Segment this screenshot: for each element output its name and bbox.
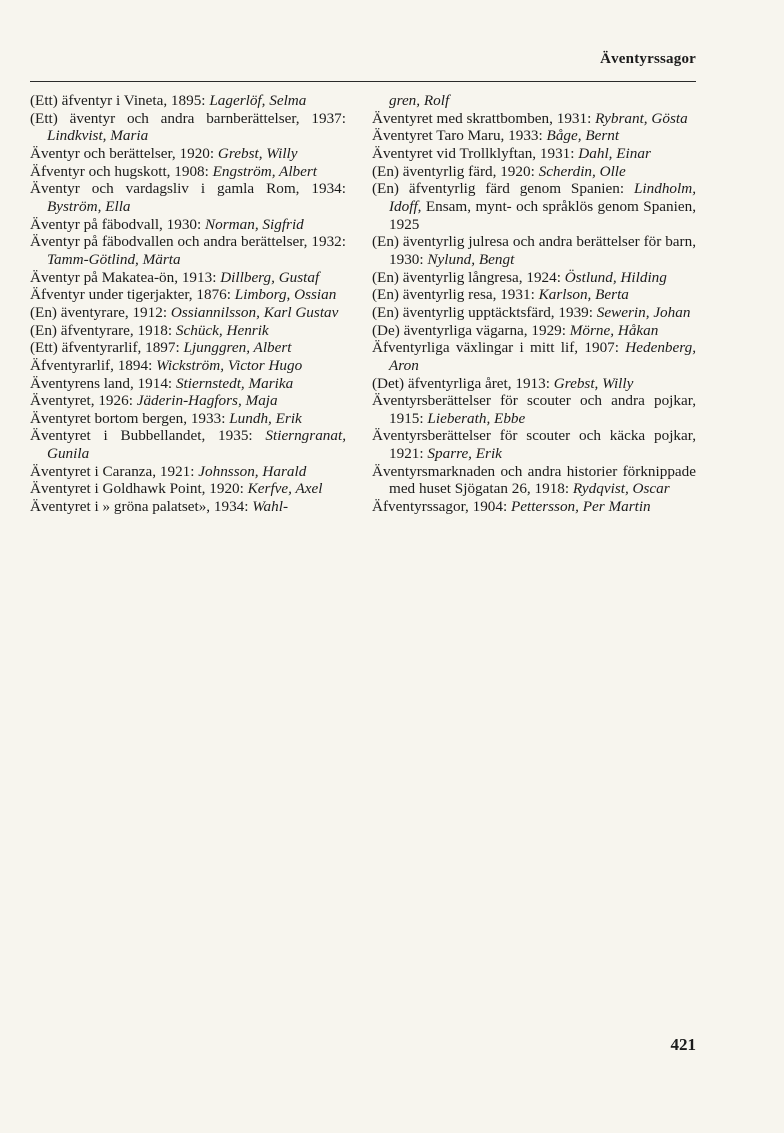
index-column-left [30, 92, 346, 516]
entry-title: (En) äventyrlig resa, 1931: [372, 286, 539, 304]
index-column-right [372, 92, 696, 516]
entry-title: (En) äventyrlig färd, 1920: [372, 162, 539, 180]
index-entry [30, 322, 346, 340]
index-entry [372, 163, 696, 181]
entry-title: (En) äfventyrare, 1918: [30, 321, 176, 339]
entry-author: Rybrant, Gösta [595, 109, 688, 127]
index-entry [372, 286, 696, 304]
index-entry [30, 392, 346, 410]
index-entry [372, 269, 696, 287]
entry-author: Lundh, Erik [229, 409, 302, 427]
entry-author: gren, Rolf [389, 92, 450, 109]
entry-author: Limborg, Ossian [234, 286, 337, 304]
entry-author: Pettersson, Per Martin [511, 498, 651, 516]
entry-title: Äventyret i Bubbellandet, 1935: [30, 427, 266, 445]
index-entry [372, 180, 696, 233]
entry-author: Engström, Albert [212, 162, 318, 180]
entry-title: Äventyrsberättelser för scouter och käcka pojkar, 1921: [372, 427, 696, 463]
entry-author: Schück, Henrik [175, 321, 269, 339]
entry-author: Stiernstedt, Marika [175, 374, 294, 392]
entry-author: Lindkvist, Maria [47, 127, 149, 145]
index-entry [30, 286, 346, 304]
entry-author: Jäderin-Hagfors, Maja [136, 392, 278, 410]
page-number: 421 [670, 1035, 696, 1054]
index-entry [372, 110, 696, 128]
entry-author: Wickström, Victor Hugo [156, 356, 303, 374]
index-entry [30, 269, 346, 287]
entry-author: Lagerlöf, Selma [209, 92, 307, 109]
index-entry [372, 498, 696, 516]
entry-title: (En) äfventyrlig färd genom Spanien: [372, 180, 634, 198]
entry-title: Äfventyrssagor, 1904: [372, 498, 512, 516]
entry-author: Östlund, Hilding [564, 268, 667, 286]
index-entry [30, 110, 346, 145]
entry-tail: Ensam, mynt- och språklös genom Spanien, 1925 [389, 197, 696, 233]
index-entry [372, 463, 696, 498]
entry-title: (Ett) äfventyrarlif, 1897: [30, 339, 184, 357]
entry-title: Äventyr på fäbodvallen och andra berättelser, 1932: [30, 233, 346, 251]
entry-author: Norman, Sigfrid [205, 215, 304, 233]
index-entry [30, 233, 346, 268]
entry-title: Äfventyr och hugskott, 1908: [30, 162, 213, 180]
entry-title: (En) äventyrlig julresa och andra berättelser för barn, 1930: [372, 233, 696, 268]
entry-author: Dahl, Einar [578, 144, 651, 162]
entry-title: Äventyrens land, 1914: [30, 374, 176, 392]
index-entry [372, 145, 696, 163]
entry-author: Grebst, Willy [553, 374, 634, 392]
index-entry [30, 163, 346, 181]
entry-title: Äventyret i Goldhawk Point, 1920: [30, 480, 248, 498]
entry-author: Wahl- [252, 498, 289, 516]
entry-author: Ossiannilsson, Karl Gustav [170, 303, 339, 321]
index-entry [30, 180, 346, 215]
entry-title: (Ett) äventyr och andra barnberättelser, 1937: [30, 109, 346, 127]
index-entry [372, 375, 696, 393]
entry-author: Scherdin, Olle [538, 162, 626, 180]
entry-author: Dillberg, Gustaf [220, 268, 320, 286]
entry-title: Äventyret bortom bergen, 1933: [30, 409, 230, 427]
entry-title: (De) äventyrliga vägarna, 1929: [372, 321, 570, 339]
index-entry [30, 92, 346, 110]
entry-author: Stierngranat, Gunila [47, 427, 346, 463]
entry-author: Nylund, Bengt [427, 250, 515, 268]
entry-author: Tamm-Götlind, Märta [47, 250, 181, 268]
index-entry [372, 92, 696, 110]
index-entry [30, 410, 346, 428]
entry-title: Äventyrsmarknaden och andra historier förknippade med huset Sjögatan 26, 1918: [372, 462, 696, 498]
entry-author: Båge, Bernt [546, 127, 620, 145]
index-entry [30, 339, 346, 357]
entry-title: Äventyret vid Trollklyftan, 1931: [372, 144, 579, 162]
entry-title: Äventyret med skrattbomben, 1931: [372, 109, 596, 127]
index-entry [30, 357, 346, 375]
index-entry [30, 304, 346, 322]
entry-title: Äventyret i » gröna palatset», 1934: [30, 498, 253, 516]
index-entry [372, 233, 696, 268]
index-entry [372, 322, 696, 340]
index-entry [30, 375, 346, 393]
entry-author: Mörne, Håkan [569, 321, 659, 339]
entry-title: (En) äventyrlig långresa, 1924: [372, 268, 565, 286]
entry-author: Sparre, Erik [427, 445, 502, 463]
entry-title: Äventyret i Caranza, 1921: [30, 462, 199, 480]
entry-author: Grebst, Willy [217, 144, 298, 162]
entry-title: (En) äventyrlig upptäcktsfärd, 1939: [372, 303, 597, 321]
entry-author: Sewerin, Johan [596, 303, 691, 321]
entry-title: Äventyrsberättelser för scouter och andra pojkar, 1915: [372, 392, 696, 427]
entry-title: Äventyr och berättelser, 1920: [30, 144, 218, 162]
index-entry [372, 427, 696, 462]
index-entry [372, 304, 696, 322]
entry-title: Äventyr och vardagsliv i gamla Rom, 1934: [30, 180, 346, 198]
index-entry [30, 216, 346, 234]
index-entry [30, 480, 346, 498]
header-rule [30, 81, 696, 82]
index-entry [30, 145, 346, 163]
entry-author: Lindholm, Idoff, [389, 180, 696, 215]
entry-author: Hedenberg, Aron [389, 339, 696, 374]
index-entry [30, 498, 346, 516]
entry-title: (Ett) äfventyr i Vineta, 1895: [30, 92, 210, 109]
index-entry [372, 339, 696, 374]
entry-title: (Det) äfventyrliga året, 1913: [372, 374, 554, 392]
entry-title: (En) äventyrare, 1912: [30, 303, 171, 321]
index-entry [30, 463, 346, 481]
index-entry [372, 127, 696, 145]
entry-title: Äfventyrliga växlingar i mitt lif, 1907: [372, 339, 626, 357]
running-head: Äventyrssagor [600, 51, 696, 67]
entry-author: Johnsson, Harald [198, 462, 307, 480]
entry-author: Lieberath, Ebbe [427, 409, 526, 427]
entry-title: Äfventyr under tigerjakter, 1876: [30, 286, 235, 304]
index-entry [372, 392, 696, 427]
entry-author: Kerfve, Axel [247, 480, 323, 498]
index-entry [30, 427, 346, 462]
entry-title: Äventyr på Makatea-ön, 1913: [30, 268, 221, 286]
entry-title: Äventyret, 1926: [30, 392, 137, 410]
entry-author: Karlson, Berta [538, 286, 629, 304]
entry-author: Rydqvist, Oscar [572, 480, 670, 498]
entry-author: Byström, Ella [47, 197, 131, 215]
entry-title: Äventyr på fäbodvall, 1930: [30, 215, 206, 233]
entry-title: Äventyret Taro Maru, 1933: [372, 127, 547, 145]
entry-title: Äfventyrarlif, 1894: [30, 356, 157, 374]
entry-author: Ljunggren, Albert [183, 339, 292, 357]
